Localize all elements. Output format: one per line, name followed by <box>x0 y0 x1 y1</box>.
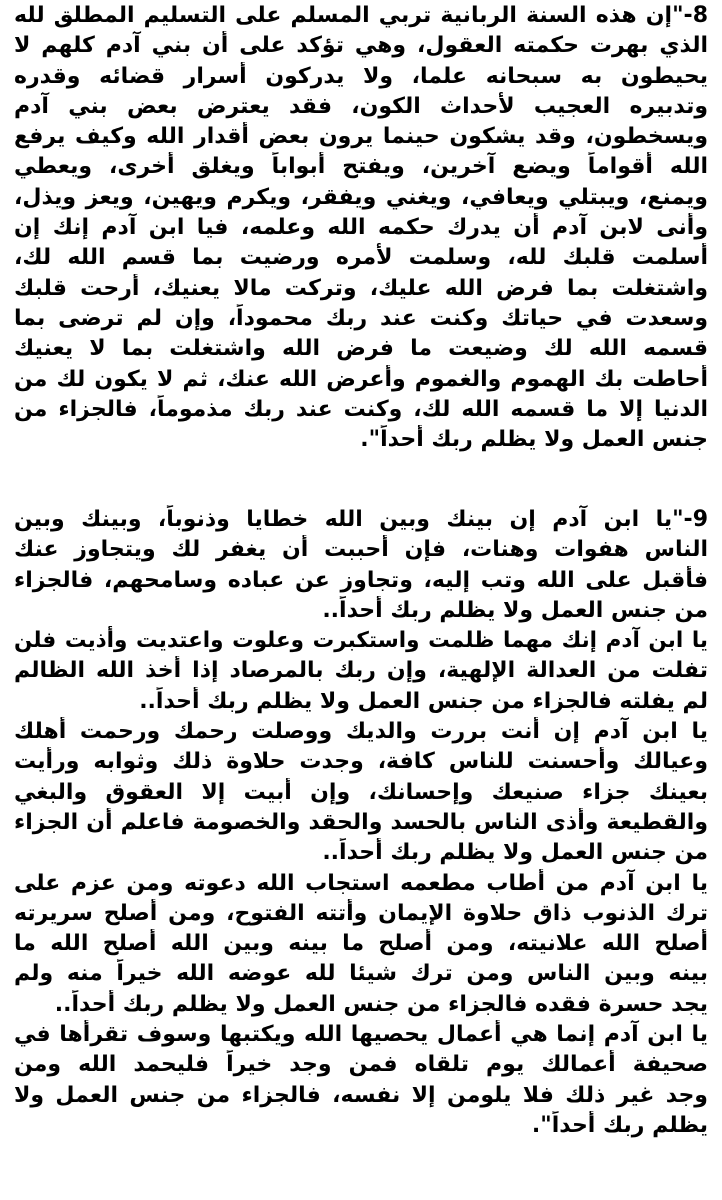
text-line: أحاطت بك الهموم والغموم وأعرض الله عنك، ثم لا يكون لك من <box>14 366 708 392</box>
text-line: جنس العمل ولا يظلم ربك أحداً". <box>360 427 708 453</box>
text-line: تفلت من العدالة الإلهية، وإن ربك بالمرصاد إذا أخذ الله الظالم <box>14 658 708 684</box>
text-line: أصلح الله علانيته، ومن أصلح ما بينه وبين الله أصلح الله ما <box>14 931 708 957</box>
text-line: يا ابن آدم إن أنت بررت والديك ووصلت رحمك ورحمت أهلك <box>14 719 708 745</box>
text-line: الناس هفوات وهنات، فإن أحببت أن يغفر لك ويتجاوز عنك <box>14 537 708 563</box>
text-line: وأنى لابن آدم أن يدرك حكمه الله وعلمه، فيا ابن آدم إنك إن <box>14 215 708 241</box>
text-line: وسعدت في حياتك وكنت عند ربك محموداً، وإن لم ترضى بما <box>14 305 708 331</box>
text-line: الله أقواماً ويضع آخرين، ويفتح أبواباً ويغلق أخرى، ويعطي <box>14 154 708 180</box>
text-line: يا ابن آدم إنما هي أعمال يحصيها الله ويكتبها وسوف تقرأها في <box>14 1022 708 1048</box>
text-line: 8-"إن هذه السنة الربانية تربي المسلم على التسليم المطلق لله <box>14 3 708 28</box>
text-line: يجد حسرة فقده فالجزاء من جنس العمل ولا يظلم ربك أحداً.. <box>54 991 708 1017</box>
text-line: ترك الذنوب ذاق حلاوة الإيمان وأتته الفتوح، ومن أصلح سريرته <box>14 900 708 926</box>
text-line: من جنس العمل ولا يظلم ربك أحداً.. <box>322 597 708 623</box>
text-line: صحيفة أعمالك يوم تلقاه فمن وجد خيراً فليحمد الله ومن <box>14 1052 708 1078</box>
text-line: والقطيعة وأذى الناس بالحسد والحقد والخصومة فاعلم أن الجزاء <box>14 809 708 835</box>
text-line: يا ابن آدم من أطاب مطعمه استجاب الله دعوته ومن عزم على <box>14 870 708 896</box>
text-line: يحيطون به سبحانه علما، ولا يدركون أسرار قضائه وقدره <box>14 63 708 89</box>
text-line: من جنس العمل ولا يظلم ربك أحداً.. <box>322 840 708 866</box>
text-line: بينه وبين الناس ومن ترك شيئا لله عوضه الله خيراً منه ولم <box>14 961 708 987</box>
text-line: بعينك جزاء صنيعك وإحسانك، وإن أبيت إلا العقوق والبغي <box>14 779 708 805</box>
text-line: الذي بهرت حكمته العقول، وهي تؤكد على أن بني آدم كلهم لا <box>14 33 708 59</box>
text-line: أسلمت قلبك لله، وسلمت لأمره ورضيت بما قسم الله لك، <box>14 245 708 271</box>
text-line: قسمه الله لك وضيعت ما فرض الله واشتغلت بما لا يعنيك <box>14 336 708 362</box>
text-line: الدنيا إلا ما قسمه الله لك، وكنت عند ربك مذموماً، فالجزاء من <box>14 396 708 422</box>
paragraph-9 <box>14 505 708 1141</box>
text-line: وعيالك وأحسنت للناس كافة، وجدت حلاوة ذلك وثوابه ورأيت <box>14 749 708 775</box>
text-line: ويمنع، ويبتلي ويعافي، ويغني ويفقر، ويكرم ويهين، ويعز ويذل، <box>14 184 708 210</box>
text-line: يظلم ربك أحداً". <box>531 1112 708 1138</box>
text-line: ويسخطون، وقد يشكون حينما يرون بعض أقدار الله وكيف يرفع <box>14 124 708 150</box>
text-line: وتدبيره العجيب لأحداث الكون، فقد يعترض بعض بني آدم <box>14 93 708 119</box>
text-line: لم يفلته فالجزاء من جنس العمل ولا يظلم ربك أحداً.. <box>139 688 708 714</box>
text-line: واشتغلت بما فرض الله عليك، وتركت مالا يعنيك، أرحت قلبك <box>14 275 708 301</box>
text-line: 9-"يا ابن آدم إن بينك وبين الله خطايا وذنوباً، وبينك وبين <box>14 507 708 532</box>
text-line: وجد غير ذلك فلا يلومن إلا نفسه، فالجزاء من جنس العمل ولا <box>14 1082 708 1108</box>
text-line: فأقبل على الله وتب إليه، وتجاوز عن عباده وسامحهم، فالجزاء <box>14 567 708 593</box>
paragraph-8 <box>14 1 708 455</box>
text-line: يا ابن آدم إنك مهما ظلمت واستكبرت وعلوت واعتديت وأذيت فلن <box>14 628 708 654</box>
